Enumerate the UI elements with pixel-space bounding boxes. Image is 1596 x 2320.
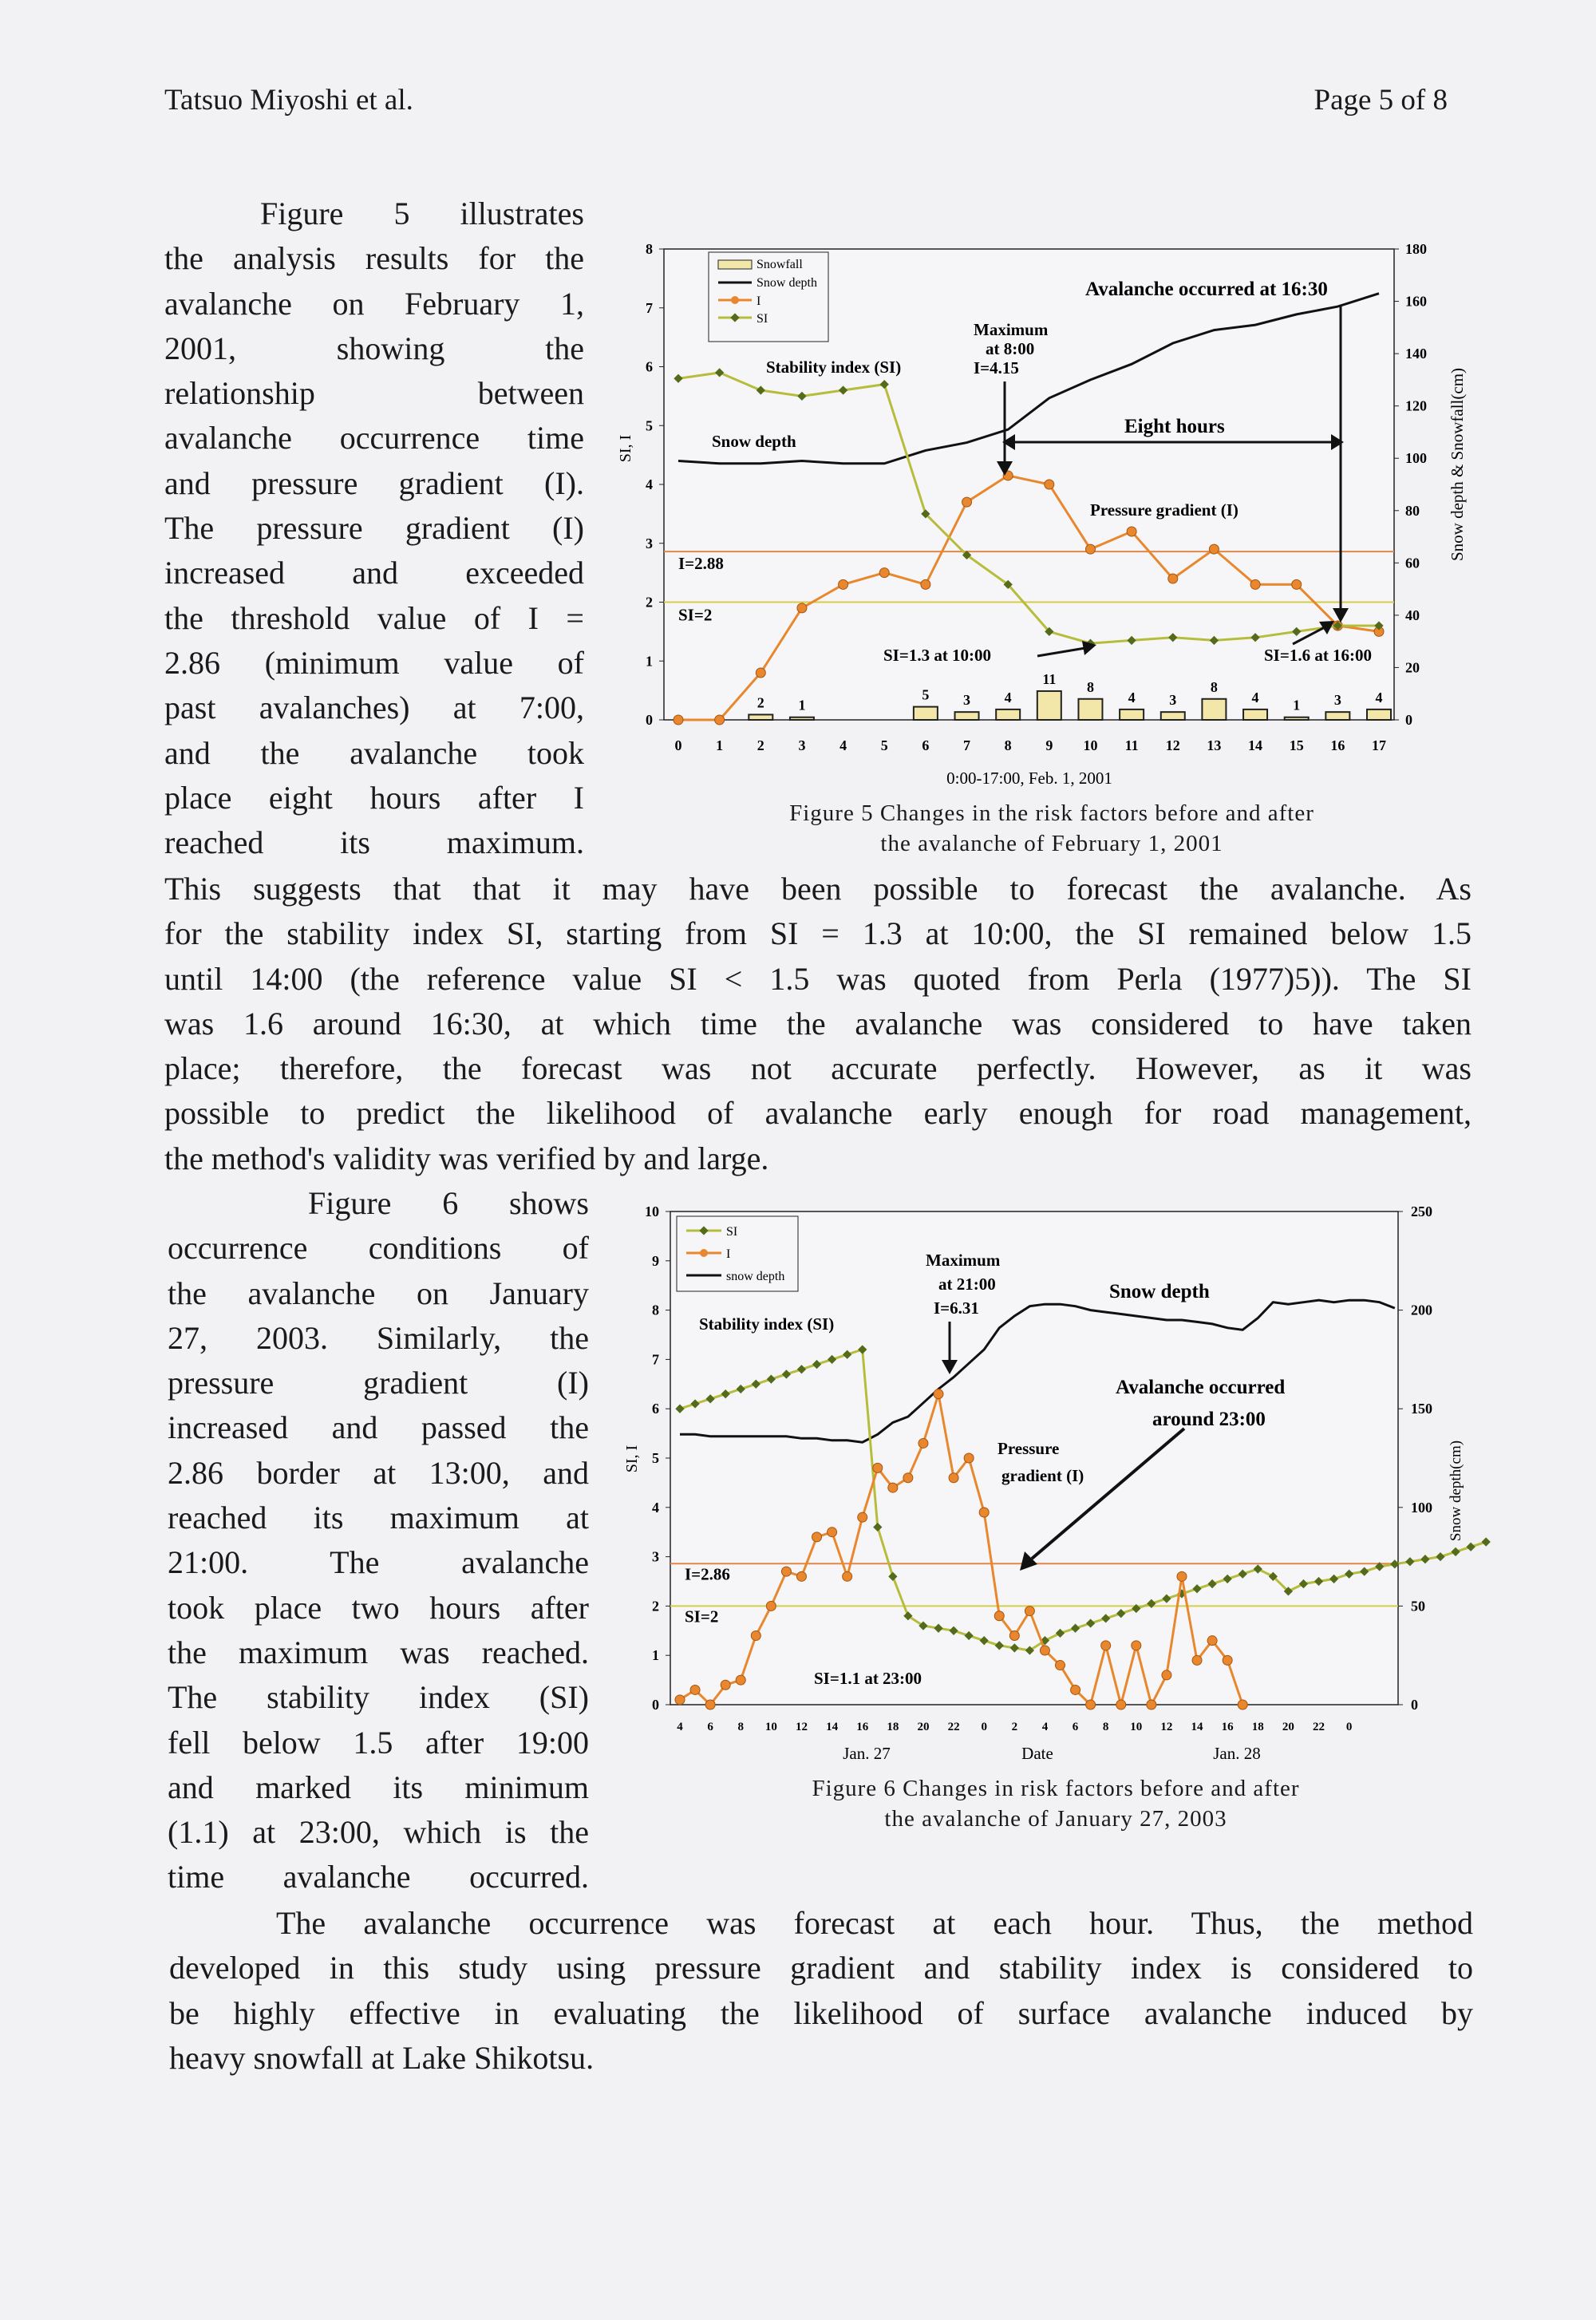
- annotation-maximum-time: at 21:00: [938, 1275, 996, 1294]
- y-tick-label: 1: [652, 1647, 659, 1664]
- y-tick-label: 2: [646, 594, 653, 611]
- snowfall-label: 4: [1375, 689, 1383, 705]
- x-tick-label: 14: [1248, 737, 1263, 753]
- y-tick-label: 1: [646, 653, 653, 670]
- pressure-gradient-point: [1045, 480, 1054, 489]
- snowfall-label: 3: [1333, 692, 1341, 709]
- paragraph-figure6-line: increased and passed the: [168, 1409, 589, 1446]
- x-tick-label: 0: [674, 737, 682, 753]
- y-tick-label: 8: [646, 241, 653, 257]
- snowfall-label: 3: [963, 692, 971, 709]
- y-tick-label: 9: [652, 1252, 659, 1269]
- paragraph-figure6-line: took place two hours after: [168, 1589, 589, 1626]
- paragraph-figure5-intro-line: reached its maximum.: [164, 824, 584, 861]
- y-tick-label: 0: [652, 1697, 659, 1713]
- figure5-caption-line1: Figure 5 Changes in the risk factors before and after: [789, 800, 1314, 826]
- y2-tick-label: 60: [1405, 555, 1420, 571]
- x-tick-label: 4: [839, 737, 847, 753]
- paragraph-figure6-line: the avalanche on January: [168, 1275, 589, 1311]
- y2-tick-label: 120: [1405, 397, 1427, 414]
- x-tick-label: 0: [1345, 1721, 1353, 1733]
- threshold-label: SI=2: [678, 605, 713, 625]
- pressure-gradient-point: [674, 715, 683, 725]
- figure5-caption: [645, 798, 1459, 859]
- pressure-gradient-point: [828, 1528, 837, 1537]
- annotation-pressure-gradient: gradient (I): [1001, 1466, 1084, 1485]
- pressure-gradient-point: [1162, 1670, 1171, 1680]
- annotation-eight-hours: Eight hours: [1124, 416, 1225, 437]
- y2-tick-label: 80: [1405, 502, 1420, 519]
- paragraph-figure5-intro-line: place eight hours after I: [164, 779, 584, 816]
- figure6-caption-line1: Figure 6 Changes in risk factors before and after: [812, 1776, 1300, 1801]
- x-tick-label: 11: [1124, 737, 1139, 753]
- x-tick-label: 4: [1041, 1721, 1049, 1733]
- paragraph-figure5-intro-line: The pressure gradient (I): [164, 510, 584, 547]
- x-tick-label: 10: [1083, 737, 1098, 753]
- annotation-maximum-time: at 8:00: [986, 339, 1035, 358]
- pressure-gradient-point: [858, 1512, 867, 1522]
- snowfall-label: 3: [1169, 692, 1177, 709]
- pressure-gradient-point: [1223, 1655, 1232, 1665]
- paragraph-figure5-intro-line: increased and exceeded: [164, 555, 584, 591]
- running-header-author: Tatsuo Miyoshi et al.: [164, 84, 413, 117]
- y2-tick-label: 50: [1411, 1598, 1425, 1615]
- x-tick-label: 6: [1072, 1721, 1079, 1733]
- y-axis-label: SI, I: [623, 1445, 641, 1473]
- x-axis-label: 0:00-17:00, Feb. 1, 2001: [946, 769, 1112, 788]
- x-tick-label: 12: [795, 1721, 808, 1733]
- x-tick-label: 2: [757, 737, 764, 753]
- figure6-chart: [614, 1196, 1492, 1763]
- paragraph-figure5-discussion-line: place; therefore, the forecast was not accurate perfectly. However, as it was: [164, 1050, 1472, 1087]
- legend-i: I: [757, 294, 761, 308]
- pressure-gradient-point: [796, 1571, 806, 1581]
- paragraph-conclusion-line: be highly effective in evaluating the likelihood of surface avalanche induced by: [169, 1994, 1473, 2031]
- annotation-si-min: SI=1.1 at 23:00: [814, 1669, 922, 1688]
- x-tick-label: 5: [880, 737, 888, 753]
- snowfall-label: 1: [798, 697, 806, 713]
- pressure-gradient-point: [1238, 1700, 1247, 1709]
- pressure-gradient-point: [736, 1675, 745, 1685]
- pressure-gradient-point: [1207, 1636, 1217, 1646]
- pressure-gradient-point: [721, 1680, 730, 1690]
- x-tick-label: 1: [716, 737, 724, 753]
- x-tick-label: 4: [677, 1721, 683, 1733]
- y-tick-label: 7: [652, 1351, 659, 1368]
- stability-index-point: [1482, 1537, 1491, 1546]
- pressure-gradient-point: [888, 1483, 898, 1492]
- paragraph-figure5-discussion-line: This suggests that that it may have been possible to forecast the avalanche. As: [164, 871, 1472, 907]
- y2-tick-label: 20: [1405, 659, 1420, 676]
- annotation-si-1-3: SI=1.3 at 10:00: [883, 646, 992, 665]
- stability-index-point: [1451, 1547, 1460, 1556]
- snowfall-bar: [1285, 717, 1309, 720]
- stability-index-point: [1436, 1552, 1444, 1561]
- y-tick-label: 6: [646, 358, 653, 375]
- snowfall-bar: [1243, 709, 1267, 720]
- snowfall-label: 11: [1042, 670, 1057, 687]
- y2-axis-label: Snow depth & Snowfall(cm): [1448, 367, 1467, 562]
- pressure-gradient-point: [903, 1473, 913, 1483]
- paragraph-figure6-line: occurrence conditions of: [168, 1230, 589, 1267]
- paragraph-conclusion-line: The avalanche occurrence was forecast at each hour. Thus, the method: [276, 1905, 1473, 1941]
- annotation-stability-index: Stability index (SI): [699, 1314, 835, 1334]
- legend-snowfall: Snowfall: [757, 258, 803, 271]
- paragraph-figure6: [168, 1181, 589, 1900]
- paragraph-figure5-intro-line: 2001, showing the: [164, 330, 584, 366]
- pressure-gradient-point: [1209, 544, 1219, 554]
- snowfall-bar: [914, 707, 938, 720]
- x-tick-label: 6: [922, 737, 930, 753]
- legend-i: I: [726, 1247, 731, 1261]
- pressure-gradient-point: [879, 568, 889, 578]
- pressure-gradient-point: [1250, 579, 1260, 589]
- paragraph-figure5-intro-line: and the avalanche took: [164, 734, 584, 771]
- pressure-gradient-point: [994, 1611, 1004, 1621]
- x-tick-label: 20: [1282, 1721, 1294, 1733]
- paragraph-figure5-intro-line: and pressure gradient (I).: [164, 464, 584, 501]
- annotation-avalanche-time: around 23:00: [1152, 1409, 1266, 1430]
- paragraph-figure5-intro-line: past avalanches) at 7:00,: [164, 690, 584, 726]
- y-tick-label: 2: [652, 1598, 659, 1615]
- legend-snow-depth: Snow depth: [757, 276, 817, 290]
- pressure-gradient-point: [715, 715, 725, 725]
- y-tick-label: 10: [645, 1203, 659, 1219]
- pressure-gradient-point: [934, 1389, 943, 1399]
- snowfall-bar: [1037, 691, 1061, 720]
- x-tick-label: 8: [1102, 1721, 1109, 1733]
- x-axis-label: Date: [1021, 1744, 1053, 1763]
- stability-index-point: [1405, 1557, 1414, 1566]
- y2-tick-label: 0: [1411, 1697, 1418, 1713]
- paragraph-figure6-line: The stability index (SI): [168, 1679, 589, 1716]
- snowfall-bar: [1120, 709, 1144, 720]
- x-tick-label: 13: [1207, 737, 1222, 753]
- x-tick-label: 8: [1004, 737, 1012, 753]
- pressure-gradient-point: [766, 1601, 776, 1611]
- pressure-gradient-point: [918, 1438, 928, 1448]
- x-tick-label: 6: [707, 1721, 713, 1733]
- annotation-snow-depth: Snow depth: [712, 432, 796, 451]
- y-tick-label: 4: [646, 476, 653, 492]
- snowfall-bar: [955, 712, 979, 720]
- pressure-gradient-point: [690, 1685, 700, 1694]
- x-tick-label: 18: [887, 1721, 899, 1733]
- y-tick-label: 0: [646, 712, 653, 728]
- pressure-gradient-point: [1056, 1661, 1065, 1670]
- annotation-maximum: Maximum: [974, 320, 1049, 339]
- paragraph-figure5-intro-line: relationship between: [164, 375, 584, 412]
- snowfall-label: 8: [1086, 678, 1094, 695]
- x-tick-label: 16: [856, 1721, 869, 1733]
- figure6-caption: [685, 1773, 1427, 1834]
- annotation-si-1-6: SI=1.6 at 16:00: [1264, 646, 1373, 665]
- paragraph-figure5-intro-line: the threshold value of I =: [164, 599, 584, 636]
- annotation-stability-index: Stability index (SI): [766, 358, 902, 377]
- snowfall-label: 5: [922, 686, 930, 703]
- legend-si: SI: [757, 312, 768, 326]
- paragraph-figure5-intro-line: avalanche on February 1,: [164, 285, 584, 322]
- paragraph-figure5-intro-line: Figure 5 illustrates: [260, 196, 584, 231]
- annotation-avalanche: Avalanche occurred: [1116, 1377, 1286, 1398]
- paragraph-figure5-discussion-line: the method's validity was verified by and large.: [164, 1140, 769, 1176]
- paragraph-conclusion: [169, 1901, 1473, 2081]
- snowfall-bar: [790, 717, 814, 720]
- pressure-gradient-point: [1127, 527, 1136, 536]
- snowfall-bar: [1325, 712, 1349, 720]
- running-header-page: Page 5 of 8: [1314, 84, 1448, 117]
- paragraph-figure6-line: pressure gradient (I): [168, 1365, 589, 1401]
- paragraph-figure6-line: Figure 6 shows: [308, 1185, 589, 1221]
- annotation-maximum-value: I=6.31: [934, 1298, 979, 1318]
- pressure-gradient-point: [839, 579, 848, 589]
- x-tick-label: 15: [1289, 737, 1304, 753]
- annotation-maximum: Maximum: [926, 1251, 1001, 1270]
- y-tick-label: 3: [652, 1548, 659, 1565]
- pressure-gradient-point: [843, 1571, 852, 1581]
- annotation-pressure: Pressure: [998, 1439, 1060, 1458]
- snowfall-label: 8: [1210, 678, 1218, 695]
- pressure-gradient-point: [797, 603, 807, 613]
- y2-tick-label: 100: [1411, 1499, 1432, 1516]
- x-tick-label: 3: [798, 737, 806, 753]
- snowfall-bar: [1367, 709, 1391, 720]
- annotation-avalanche: Avalanche occurred at 16:30: [1085, 279, 1328, 300]
- legend-i-marker: [700, 1249, 708, 1257]
- x-group-label: Jan. 27: [843, 1744, 891, 1763]
- figure5-caption-line2: the avalanche of February 1, 2001: [880, 831, 1223, 856]
- annotation-maximum-value: I=4.15: [974, 358, 1019, 377]
- x-tick-label: 10: [764, 1721, 777, 1733]
- figure6-caption-line2: the avalanche of January 27, 2003: [884, 1806, 1227, 1832]
- y2-tick-label: 250: [1411, 1203, 1432, 1219]
- paragraph-figure6-line: 21:00. The avalanche: [168, 1544, 589, 1581]
- pressure-gradient-point: [979, 1508, 989, 1517]
- snowfall-label: 4: [1251, 689, 1259, 705]
- pressure-gradient-point: [1177, 1571, 1187, 1581]
- paragraph-figure6-line: 2.86 border at 13:00, and: [168, 1454, 589, 1491]
- y2-tick-label: 150: [1411, 1401, 1432, 1417]
- y-tick-label: 6: [652, 1401, 659, 1417]
- y-axis-label: SI, I: [617, 434, 634, 463]
- pressure-gradient-point: [1071, 1685, 1080, 1694]
- x-tick-label: 12: [1165, 737, 1180, 753]
- y2-tick-label: 40: [1405, 607, 1420, 623]
- legend-i-marker: [731, 296, 739, 304]
- x-tick-label: 12: [1160, 1721, 1173, 1733]
- x-tick-label: 20: [917, 1721, 930, 1733]
- x-tick-label: 9: [1045, 737, 1053, 753]
- paragraph-figure5-intro: [164, 192, 584, 865]
- pressure-gradient-point: [921, 579, 930, 589]
- x-tick-label: 16: [1330, 737, 1345, 753]
- pressure-gradient-point: [751, 1630, 760, 1640]
- snowfall-bar: [1078, 699, 1102, 720]
- paragraph-figure5-discussion-line: for the stability index SI, starting from SI = 1.3 at 10:00, the SI remained below 1.5: [164, 915, 1472, 952]
- annotation-snow-depth: Snow depth: [1109, 1281, 1210, 1302]
- pressure-gradient-point: [1168, 574, 1178, 583]
- y-tick-label: 5: [652, 1450, 659, 1466]
- paragraph-figure5-discussion-line: until 14:00 (the reference value SI < 1.5 was quoted from Perla (1977)5)). The SI: [164, 960, 1472, 997]
- x-tick-label: 16: [1221, 1721, 1234, 1733]
- paragraph-figure6-line: reached its maximum at: [168, 1500, 589, 1536]
- pressure-gradient-point: [949, 1473, 958, 1483]
- snowfall-bar: [1161, 712, 1185, 720]
- y-tick-label: 8: [652, 1302, 659, 1318]
- y2-tick-label: 160: [1405, 293, 1427, 310]
- legend-snowfall-swatch: [718, 260, 752, 269]
- paragraph-figure6-line: fell below 1.5 after 19:00: [168, 1724, 589, 1761]
- pressure-gradient-point: [1292, 579, 1302, 589]
- paragraph-figure6-line: 27, 2003. Similarly, the: [168, 1319, 589, 1356]
- pressure-gradient-point: [1116, 1700, 1126, 1709]
- stability-index-point: [1420, 1555, 1429, 1563]
- pressure-gradient-point: [1192, 1655, 1202, 1665]
- y-tick-label: 3: [646, 535, 653, 551]
- y2-tick-label: 0: [1405, 712, 1412, 728]
- x-tick-label: 8: [737, 1721, 744, 1733]
- paragraph-conclusion-line: developed in this study using pressure gradient and stability index is considered to: [169, 1950, 1473, 1986]
- figure5-chart: [606, 233, 1492, 792]
- paragraph-figure5-discussion-line: possible to predict the likelihood of avalanche early enough for road management,: [164, 1095, 1472, 1132]
- x-tick-label: 14: [826, 1721, 839, 1733]
- y2-tick-label: 180: [1405, 241, 1427, 257]
- x-tick-label: 7: [963, 737, 971, 753]
- pressure-gradient-point: [1132, 1641, 1141, 1650]
- y2-tick-label: 200: [1411, 1302, 1432, 1318]
- paragraph-figure6-line: and marked its minimum: [168, 1769, 589, 1805]
- pressure-gradient-point: [964, 1453, 974, 1463]
- threshold-label: I=2.88: [678, 554, 724, 574]
- y-tick-label: 7: [646, 299, 653, 316]
- stability-index-point: [1466, 1543, 1475, 1551]
- snowfall-label: 2: [757, 694, 764, 711]
- snowfall-bar: [749, 714, 772, 720]
- pressure-gradient-point: [812, 1532, 822, 1542]
- x-tick-label: 22: [947, 1721, 960, 1733]
- x-tick-label: 10: [1130, 1721, 1143, 1733]
- paragraph-figure5-intro-line: avalanche occurrence time: [164, 420, 584, 456]
- y-tick-label: 5: [646, 417, 653, 434]
- pressure-gradient-point: [1025, 1607, 1034, 1616]
- paragraph-figure6-line: time avalanche occurred.: [168, 1859, 589, 1895]
- y2-tick-label: 140: [1405, 346, 1427, 362]
- pressure-gradient-point: [873, 1463, 883, 1472]
- pressure-gradient-point: [962, 497, 972, 507]
- y2-axis-label: Snow depth(cm): [1448, 1440, 1464, 1542]
- x-tick-label: 17: [1372, 737, 1386, 753]
- paragraph-figure6-line: the maximum was reached.: [168, 1634, 589, 1670]
- x-tick-label: 14: [1191, 1721, 1203, 1733]
- x-tick-label: 18: [1251, 1721, 1264, 1733]
- x-tick-label: 2: [1011, 1721, 1018, 1733]
- pressure-gradient-point: [1101, 1641, 1111, 1650]
- pressure-gradient-point: [781, 1567, 791, 1576]
- paragraph-figure5-discussion-line: was 1.6 around 16:30, at which time the avalanche was considered to have taken: [164, 1005, 1472, 1041]
- snowfall-bar: [1202, 699, 1226, 720]
- pressure-gradient-point: [675, 1695, 685, 1705]
- threshold-label: I=2.86: [685, 1564, 730, 1584]
- pressure-gradient-point: [1147, 1700, 1156, 1709]
- paragraph-figure5-intro-line: 2.86 (minimum value of: [164, 644, 584, 681]
- paragraph-figure6-line: (1.1) at 23:00, which is the: [168, 1814, 589, 1851]
- snowfall-label: 4: [1128, 689, 1136, 705]
- snowfall-bar: [996, 709, 1020, 720]
- annotation-pressure-gradient: Pressure gradient (I): [1090, 500, 1238, 520]
- pressure-gradient-point: [705, 1700, 715, 1709]
- x-tick-label: 22: [1313, 1721, 1325, 1733]
- y-tick-label: 4: [652, 1499, 659, 1516]
- pressure-gradient-point: [1040, 1646, 1049, 1655]
- snowfall-label: 1: [1293, 697, 1301, 713]
- paragraph-figure5-discussion: [164, 867, 1472, 1181]
- pressure-gradient-point: [756, 668, 765, 678]
- paragraph-figure5-intro-line: the analysis results for the: [164, 240, 584, 277]
- x-tick-label: 0: [981, 1721, 987, 1733]
- snowfall-label: 4: [1004, 689, 1012, 705]
- y2-tick-label: 100: [1405, 450, 1427, 467]
- pressure-gradient-point: [1085, 544, 1095, 554]
- threshold-label: SI=2: [685, 1607, 719, 1626]
- legend-snow-depth: snow depth: [726, 1270, 785, 1283]
- pressure-gradient-point: [1009, 1630, 1019, 1640]
- paragraph-conclusion-line: heavy snowfall at Lake Shikotsu.: [169, 2039, 595, 2076]
- pressure-gradient-point: [1086, 1700, 1096, 1709]
- x-group-label: Jan. 28: [1213, 1744, 1261, 1763]
- legend-si: SI: [726, 1225, 738, 1239]
